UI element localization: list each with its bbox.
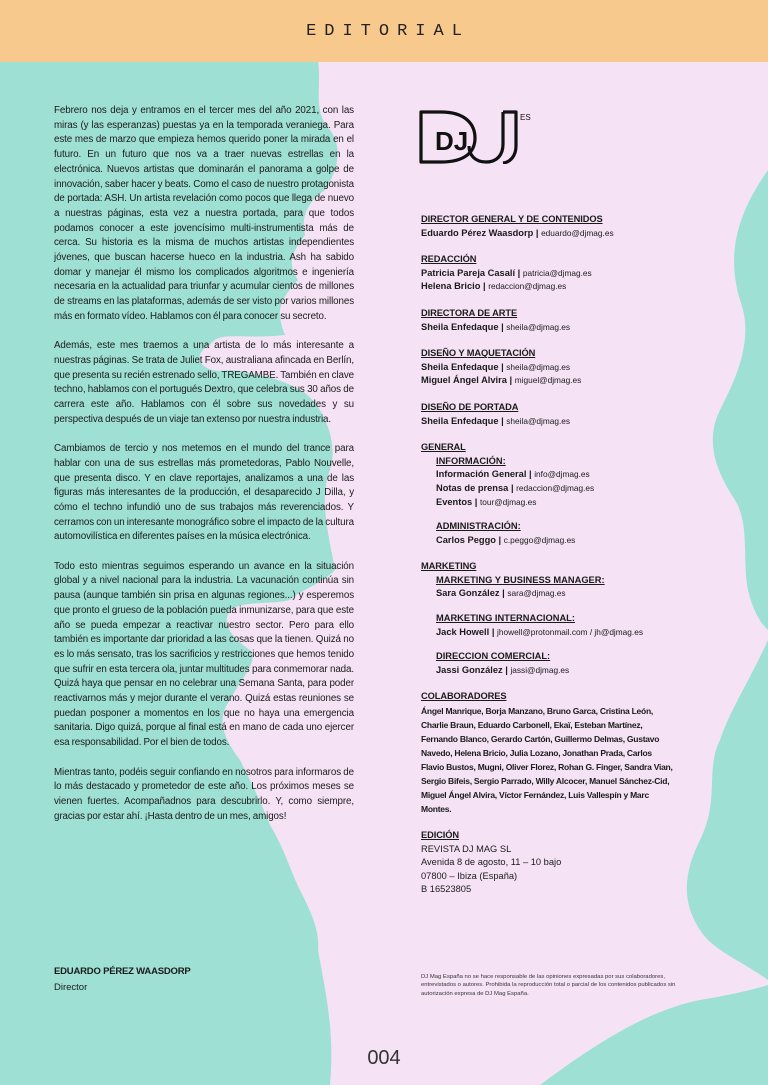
masthead-general	[421, 441, 721, 547]
staff-entry: Carlos Peggo | c.peggo@djmag.es	[436, 534, 576, 545]
masthead-portada	[421, 401, 721, 428]
staff-email: patricia@djmag.es	[522, 267, 592, 278]
subsection-administracion	[436, 520, 721, 547]
staff-email: info@djmag.es	[534, 469, 590, 480]
staff-name: Información General	[436, 469, 527, 480]
staff-entry: Eventos | tour@djmag.es	[436, 496, 537, 507]
paragraph: Febrero nos deja y entramos en el tercer mes del año 2021, con las miras (y las esperanzas) puestas ya en la temporada veraniega. Para este mes de marzo que empieza hemos querido poner la mirada en el futuro. En un futuro que nos va a traer nuevas estrellas en la electrónica. Nuevos artistas que dominarán el panorama a golpe de innovación, saber hacer y beats. Como el caso de nuestro protagonista de portada: ASH. Un artista revelación como pocos que llega de nuevo a nuestras páginas, esta vez a nuestra portada, para que todos podamos conocer a este jovencísimo multi-instrumentista más de cerca. Su historia es la misma de muchos artistas independientes jóvenes, que buscan hacerse hueco en la industria. Ash ha sabido domar y manejar él mismo los complicados algoritmos e ingeniería necesaria en la actualidad para triunfar y acumular cientos de millones de streams en las plataformas, además de ser visto por varios millones más en formato vídeo. Hablamos con él para conocer su secreto.	[54, 105, 354, 322]
staff-entry: Miguel Ángel Alvira | miguel@djmag.es	[421, 375, 582, 386]
staff-email: jassi@djmag.es	[510, 664, 570, 675]
subsection-title: INFORMACIÓN:	[436, 455, 506, 466]
disclaimer: DJ Mag España no se hace responsable de las opiniones expresadas por sus colaboradores, entrevistados o autores. Prohibida la reproducción total o parcial de los contenidos publicados sin autorización expresa de DJ Mag España.	[421, 974, 676, 997]
section-title: MARKETING	[421, 561, 477, 572]
staff-entry: Sheila Enfedaque | sheila@djmag.es	[421, 415, 571, 426]
tax-id-line: B 16523805	[421, 884, 472, 895]
subsection-comercial	[436, 650, 721, 677]
paragraph: Mientras tanto, podéis seguir confiando en nosotros para informaros de lo más destacado y prometedor de este año. Los próximos meses se vienen fuertes. Acompañadnos para descubrirlo. Y, como siempre, gracias por estar ahí. ¡Hasta dentro de un mes, amigos!	[54, 766, 354, 822]
contributors-list: Ángel Manrique, Borja Manzano, Bruno Garca, Cristina León, Charlie Braun, Eduardo Carbonell, Ekaï, Esteban Martínez, Fernando Blanco, Gerardo Cartón, Guillermo Delmas, Gustavo Navedo, Helena Bricio, Julia Lozano, Jonathan Prada, Carlos Flavio Bustos, Mugni, Oliver Florez, Rohan G. Finger, Sandra Vian, Sergio Bifeis, Sergio Parrado, Willy Alcocer, Manuel Sánchez-Cid, Miguel Ángel Alvira, Víctor Fernández, Luis Vallespín y Marc Montes.	[421, 706, 673, 815]
subsection-title: DIRECCION COMERCIAL:	[436, 651, 551, 662]
section-title: DISEÑO Y MAQUETACIÓN	[421, 348, 536, 359]
staff-entry: Sara González | sara@djmag.es	[436, 588, 566, 599]
staff-name: Sheila Enfedaque	[421, 361, 499, 372]
publisher-line: REVISTA DJ MAG SL	[421, 843, 512, 854]
subsection-title: ADMINISTRACIÓN:	[436, 521, 521, 532]
staff-name: Sara González	[436, 588, 500, 599]
staff-email: sheila@djmag.es	[506, 321, 571, 332]
author-signature	[54, 966, 191, 993]
staff-email: c.peggo@djmag.es	[503, 534, 576, 545]
paragraph: Además, este mes traemos a una artista de lo más interesante a nuestras páginas. Se trata de Juliet Fox, australiana afincada en Berlín, que presenta su recién estrenado sello, TREGAMBE. También en clave techno, hablamos con el portugués Dextro, que celebra sus 30 años de carrera este año. Hablamos con él sobre sus novedades y su perspectiva después de un viaje tan extenso por nuestra industria.	[54, 340, 354, 425]
masthead-director	[421, 213, 721, 240]
staff-entry: Helena Bricio | redaccion@djmag.es	[421, 281, 567, 292]
logo-badge: ES	[520, 113, 531, 122]
staff-entry: Patricia Pareja Casalí | patricia@djmag.es	[421, 267, 592, 278]
staff-email: redaccion@djmag.es	[516, 482, 595, 493]
address-line: Avenida 8 de agosto, 11 – 10 bajo	[421, 857, 562, 868]
page-number: 004	[367, 1047, 401, 1069]
staff-entry: Información General | info@djmag.es	[436, 469, 590, 480]
subsection-internacional	[436, 612, 721, 639]
staff-name: Carlos Peggo	[436, 534, 496, 545]
staff-name: Miguel Ángel Alvira	[421, 375, 507, 386]
staff-entry: Notas de prensa | redaccion@djmag.es	[436, 482, 595, 493]
section-title: DISEÑO DE PORTADA	[421, 401, 519, 412]
subsection-business	[436, 574, 721, 601]
staff-name: Eventos	[436, 496, 473, 507]
staff-name: Sheila Enfedaque	[421, 415, 499, 426]
staff-entry: Sheila Enfedaque | sheila@djmag.es	[421, 361, 571, 372]
subsection-informacion	[436, 455, 721, 509]
section-title: GENERAL	[421, 442, 466, 453]
city-line: 07800 – Ibiza (España)	[421, 870, 518, 881]
header-bar	[0, 0, 768, 62]
section-title: COLABORADORES	[421, 691, 507, 702]
staff-email: eduardo@djmag.es	[541, 227, 614, 238]
masthead-arte	[421, 307, 721, 334]
dj-mag-logo	[419, 106, 539, 164]
paragraph: Cambiamos de tercio y nos metemos en el mundo del trance para hablar con una de sus estrellas más prometedoras, Pablo Nouvelle, que presenta disco. Y en clave reportajes, analizamos a una de las figuras más interesantes de la producción, el desaparecido J Dilla, y cómo el techno infundió uno de sus trabajos más reverenciados. Y cerramos con un interesante monográfico sobre el impacto de la cultura automovilística en diferentes países en la música electrónica.	[54, 443, 354, 543]
staff-name: Notas de prensa	[436, 482, 509, 493]
subsection-title: MARKETING INTERNACIONAL:	[436, 613, 575, 624]
section-title: DIRECTOR GENERAL Y DE CONTENIDOS	[421, 214, 603, 224]
staff-email: tour@djmag.es	[479, 496, 537, 507]
staff-name: Sheila Enfedaque	[421, 321, 499, 332]
section-title: DIRECTORA DE ARTE	[421, 307, 518, 318]
staff-email: sara@djmag.es	[507, 588, 566, 599]
staff-email: miguel@djmag.es	[514, 375, 582, 386]
staff-email: jhowell@protonmail.com / jh@djmag.es	[497, 626, 643, 637]
masthead-edicion	[421, 829, 721, 897]
staff-email: sheila@djmag.es	[506, 361, 571, 372]
author-name: EDUARDO PÉREZ WAASDORP	[54, 966, 191, 977]
staff-name: Jack Howell	[436, 626, 490, 637]
masthead-redaccion	[421, 253, 721, 294]
staff-name: Helena Bricio	[421, 281, 481, 292]
staff-entry: Jack Howell | jhowell@protonmail.com / jh@djmag.es	[436, 626, 643, 637]
masthead-maquetacion	[421, 347, 721, 388]
masthead-marketing	[421, 560, 721, 677]
paragraph: Todo esto mientras seguimos esperando un avance en la situación global y a nivel nacional para la industria. La vacunación continúa sin pausa (aunque también sin prisa en algunas regiones...) y esperemos que pronto el grueso de la población pueda inmunizarse, para que este año se pueda empezar a reactivar nuestro sector. Pero para ello también es importante dar prioridad a las cosas que la tienen. Quizá no es lo más sensato, tras los sacrificios y restricciones que hemos tenido que sufrir en esta tercera ola, juntar multitudes para conmemorar nada. Quizá haya que pensar en no celebrar una Semana Santa, para poder reactivarnos más y mejor durante el verano. Quizá estas reuniones se puedan posponer a momentos en los que no haya una emergencia sanitaria. Digo quizá, porque al final está en mano de cada uno ejercer esa responsabilidad. Por el bien de todos.	[54, 560, 354, 749]
editorial-text	[54, 104, 354, 839]
logo-letters: DJ	[435, 126, 469, 156]
staff-entry: Eduardo Pérez Waasdorp | eduardo@djmag.es	[421, 227, 614, 238]
staff-name: Jassi González	[436, 664, 503, 675]
masthead-colaboradores	[421, 690, 721, 816]
staff-email: redaccion@djmag.es	[488, 281, 567, 292]
masthead	[421, 213, 721, 910]
subsection-title: MARKETING Y BUSINESS MANAGER:	[436, 574, 605, 585]
staff-email: sheila@djmag.es	[506, 415, 571, 426]
staff-entry: Jassi González | jassi@djmag.es	[436, 664, 570, 675]
staff-name: Eduardo Pérez Waasdorp	[421, 227, 534, 238]
author-role: Director	[54, 982, 88, 993]
page-title: EDITORIAL	[306, 21, 470, 41]
section-title: REDACCIÓN	[421, 254, 477, 265]
section-title: EDICIÓN	[421, 830, 460, 841]
staff-name: Patricia Pareja Casalí	[421, 267, 516, 278]
staff-entry: Sheila Enfedaque | sheila@djmag.es	[421, 321, 571, 332]
